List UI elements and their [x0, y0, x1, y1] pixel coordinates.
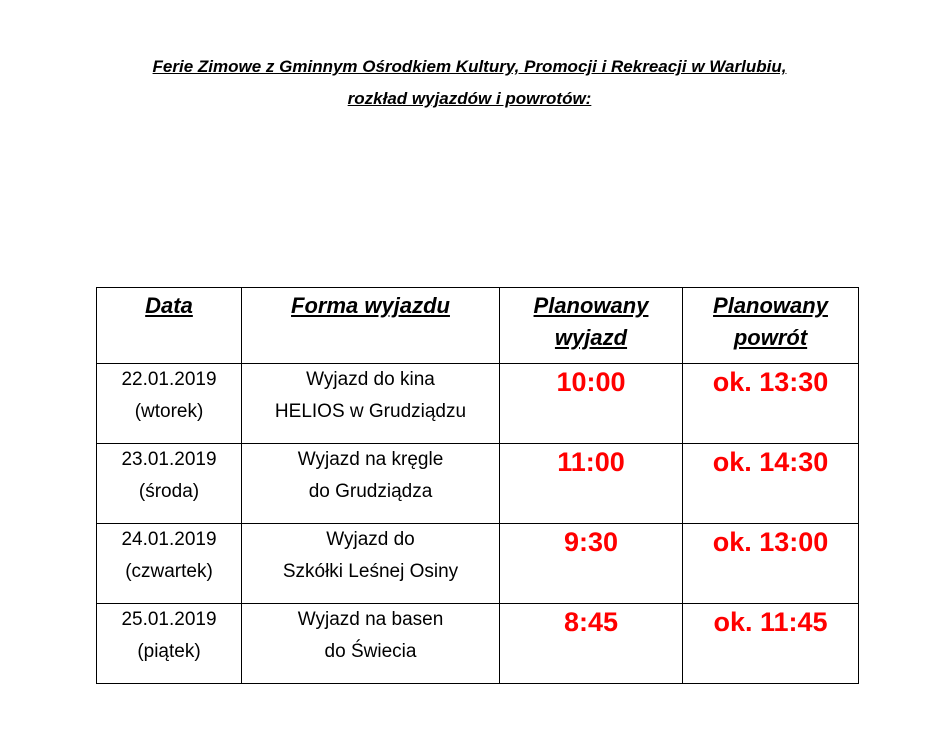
date-cell: [97, 524, 242, 604]
form-cell: [242, 364, 500, 444]
header-date-label: Data: [145, 293, 193, 318]
header-form-label: Forma wyjazdu: [291, 293, 450, 318]
date-value: 25.01.2019: [121, 609, 217, 630]
date-value: 23.01.2019: [121, 449, 217, 470]
document-title-line-1: Ferie Zimowe z Gminnym Ośrodkiem Kultury, Promocji i Rekreacji w Warlubiu,: [152, 57, 787, 76]
form-line-2: HELIOS w Grudziądzu: [274, 401, 467, 422]
header-return-line-2: powrót: [733, 325, 808, 350]
header-return-line-1: Planowany: [713, 293, 828, 318]
weekday-value: (czwartek): [125, 561, 213, 582]
return-time: ok. 14:30: [683, 444, 859, 524]
date-cell: [97, 444, 242, 524]
form-line-1: Wyjazd na basen: [297, 609, 444, 630]
header-departure: [500, 288, 683, 364]
departure-time: 8:45: [500, 604, 683, 684]
date-value: 22.01.2019: [121, 369, 217, 390]
form-line-1: Wyjazd na kręgle: [297, 449, 444, 470]
weekday-value: (piątek): [137, 641, 201, 662]
departure-time: 9:30: [500, 524, 683, 604]
header-departure-line-2: wyjazd: [554, 325, 628, 350]
weekday-value: (środa): [138, 481, 200, 502]
return-time: ok. 13:00: [683, 524, 859, 604]
table-row: [97, 524, 859, 604]
departure-time: 11:00: [500, 444, 683, 524]
return-time: ok. 11:45: [683, 604, 859, 684]
table-header-row: [97, 288, 859, 364]
document-title-line-2: rozkład wyjazdów i powrotów:: [347, 89, 592, 108]
weekday-value: (wtorek): [134, 401, 204, 422]
form-line-2: do Świecia: [324, 641, 417, 662]
date-cell: [97, 364, 242, 444]
form-line-2: do Grudziądza: [308, 481, 433, 502]
table-row: [97, 444, 859, 524]
form-cell: [242, 444, 500, 524]
return-time: ok. 13:30: [683, 364, 859, 444]
schedule-table: [96, 287, 859, 684]
form-line-2: Szkółki Leśnej Osiny: [282, 561, 459, 582]
form-cell: [242, 604, 500, 684]
form-line-1: Wyjazd do kina: [306, 369, 435, 390]
header-date: [97, 288, 242, 364]
header-departure-line-1: Planowany: [533, 293, 649, 318]
form-cell: [242, 524, 500, 604]
header-return: [683, 288, 859, 364]
header-form: [242, 288, 500, 364]
table-row: [97, 604, 859, 684]
table-row: [97, 364, 859, 444]
departure-time: 10:00: [500, 364, 683, 444]
date-value: 24.01.2019: [121, 529, 217, 550]
form-line-1: Wyjazd do: [326, 529, 415, 550]
date-cell: [97, 604, 242, 684]
